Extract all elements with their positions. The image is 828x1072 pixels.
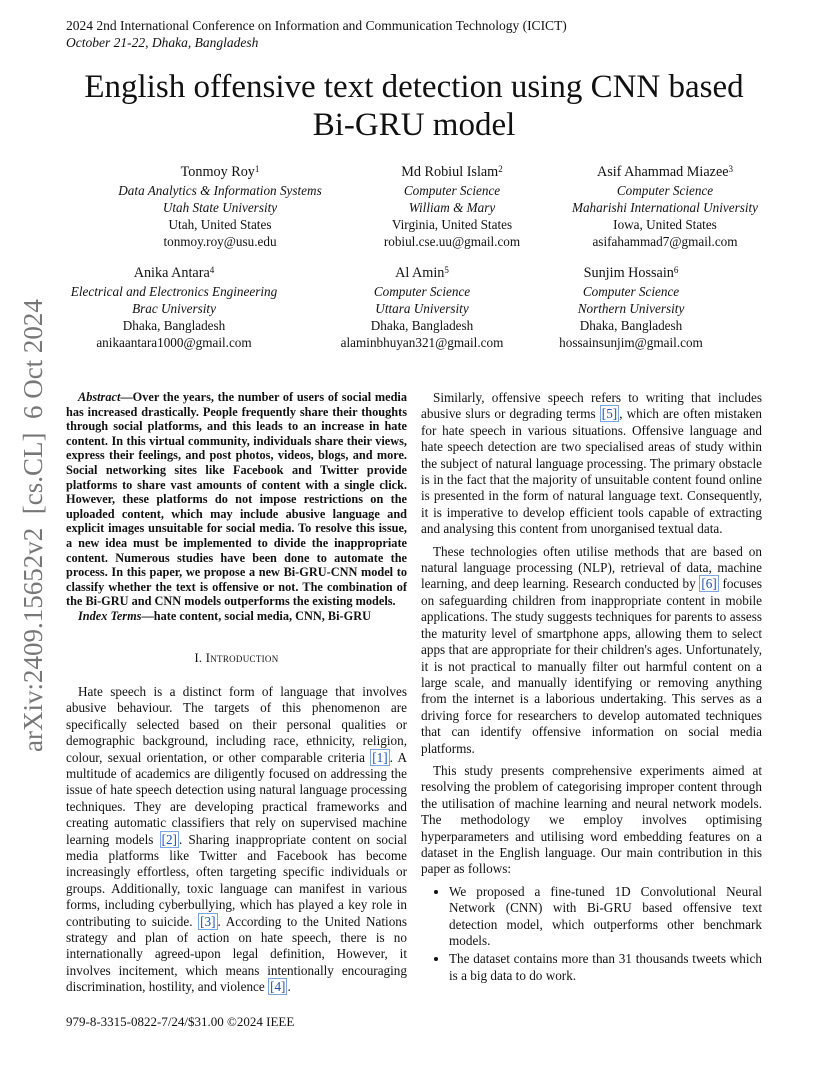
author-university: Northern University bbox=[577, 301, 685, 316]
body-paragraph: This study presents comprehensive experiments aimed at resolving the problem of categorising improper content through the utilisation of machine learning and neural network models. The methodology we employ involves optimising hyperparameters and utilising word embedding features on a dataset in the English language. Our main contribution in this paper as follows: bbox=[421, 762, 762, 877]
citation-link[interactable]: [3] bbox=[200, 913, 216, 929]
author-name: Asif Ahammad Miazee$^3$ bbox=[596, 164, 734, 180]
arxiv-sidebar bbox=[0, 0, 60, 1072]
author-block bbox=[100, 164, 340, 250]
author-university: Maharishi International University bbox=[571, 200, 759, 215]
abstract bbox=[66, 390, 407, 609]
author-block bbox=[332, 164, 572, 250]
copyright-footer: 979-8-3315-0822-7/24/$31.00 ©2024 IEEE bbox=[66, 1014, 295, 1029]
author-location: Utah, United States bbox=[168, 217, 272, 232]
author-name: Sunjim Hossain$^6$ bbox=[583, 265, 679, 281]
author-block bbox=[545, 164, 785, 250]
citation-link[interactable]: [2] bbox=[161, 831, 177, 847]
conference-name: 2024 2nd International Conference on Information and Communication Technology (ICICT) bbox=[66, 18, 567, 33]
left-column bbox=[66, 390, 407, 1002]
body-paragraph: These technologies often utilise methods that are based on natural language processing (NLP), retrieval of data, machine learning, and deep learning. Research conducted by [6] focuses on safeguarding children from inappropriate content in mobile applications. The study suggests techniques for parents to assess the maturity level of smartphone apps, allowing them to select apps that are appropriate for their children's ages. Unfortunately, it is not practical to manually filter out harmful content on a large scale, and manually identifying or removing anything from the internet is a laborious undertaking. This serves as a driving force for researchers to develop automated techniques that can identify offensive information on social media platforms. bbox=[421, 543, 762, 756]
author-name: Anika Antara$^4$ bbox=[133, 265, 215, 281]
author-location: Virginia, United States bbox=[391, 217, 513, 232]
author-email: alaminbhuyan321@gmail.com bbox=[340, 335, 504, 350]
author-location: Dhaka, Bangladesh bbox=[579, 318, 683, 333]
citation-link[interactable]: [5] bbox=[601, 406, 618, 422]
list-item: • The dataset contains more than 31 thousands tweets which is a big data to do work. bbox=[449, 951, 762, 984]
author-email: robiul.cse.uu@gmail.com bbox=[383, 234, 521, 249]
citation-link[interactable]: [6] bbox=[701, 576, 717, 592]
list-item: • We proposed a fine-tuned 1D Convolutional Neural Network (CNN) with Bi-GRU based offensive text detection model, which outperforms other benchmark models. bbox=[449, 884, 762, 950]
author-email: hossainsunjim@gmail.com bbox=[559, 335, 703, 350]
intro-paragraph: Hate speech is a distinct form of language that involves abusive behaviour. The targets of this phenomenon are specifically selected based on their personal qualities or demographic background, including race, ethnicity, religion, colour, sexual orientation, or other comparable criteria [1] . A multitude of academics are diligently focused on addressing the issue of hate speech detection using natural language processing techniques. They are developing practical frameworks and creating automatic classifiers that rely on supervised machine learning models [2] . Sharing inappropriate content on social media platforms like Twitter and Facebook has become increasingly effortless, often targeting specific individuals or groups. Additionally, toxic language can manifest in various forms, including cyberbullying, which has played a key role in contributing to suicide. [3] . According to the United Nations strategy and plan of action on hate speech, there is no internationally agreed-upon legal definition, However, it involves incitement, which means intentionally encouraging discrimination, hostility, and violence [4] . bbox=[66, 683, 408, 995]
index-terms bbox=[66, 609, 407, 624]
author-name: Al Amin$^5$ bbox=[395, 265, 449, 281]
conference-date: October 21-22, Dhaka, Bangladesh bbox=[66, 35, 259, 50]
author-university: William & Mary bbox=[408, 200, 496, 215]
author-name: Md Robiul Islam$^2$ bbox=[401, 164, 503, 180]
author-block bbox=[511, 265, 751, 351]
author-block bbox=[302, 265, 542, 351]
conference-header bbox=[66, 17, 567, 51]
abstract-text: —Over the years, the number of users of social media has increased drastically. People frequently share their thoughts through social platforms, and this leads to an increase in hate content. In this virtual community, individuals share their views, express their feelings, and post photos, videos, blogs, and more. Social networking sites like Facebook and Twitter provide platforms to share vast amounts of content with a single click. However, these platforms do not impose restrictions on the uploaded content, which may include abusive language and explicit images unsuitable for social media. To resolve this issue, a new idea must be implemented to divide the inappropriate content. Numerous studies have been done to automate the process. In this paper, we propose a new Bi-GRU-CNN model to classify whether the text is offensive or not. The combination of the Bi-GRU and CNN models outperforms the existing models. bbox=[66, 390, 407, 609]
author-dept: Data Analytics & Information Systems bbox=[118, 183, 322, 198]
author-university: Brac University bbox=[132, 301, 216, 316]
abstract-label: Abstract bbox=[78, 390, 121, 404]
index-terms-label: Index Terms bbox=[78, 608, 142, 623]
author-block bbox=[54, 265, 294, 351]
author-dept: Computer Science bbox=[582, 284, 680, 299]
author-university: Utah State University bbox=[162, 200, 278, 215]
author-name: Tonmoy Roy$^1$ bbox=[180, 164, 260, 180]
author-email: anikaantara1000@gmail.com bbox=[96, 335, 252, 350]
author-location: Dhaka, Bangladesh bbox=[122, 318, 226, 333]
arxiv-id: arXiv:2409.15652v2 [cs.CL] 6 Oct 2024 bbox=[18, 299, 48, 752]
index-terms-text: —hate content, social media, CNN, Bi-GRU bbox=[141, 608, 371, 623]
author-email: asifahammad7@gmail.com bbox=[592, 234, 738, 249]
author-location: Dhaka, Bangladesh bbox=[370, 318, 474, 333]
citation-link[interactable]: [1] bbox=[372, 749, 388, 765]
author-dept: Computer Science bbox=[403, 183, 501, 198]
paper-title: English offensive text detection using CNN based Bi-GRU model bbox=[84, 69, 744, 143]
author-dept: Electrical and Electronics Engineering bbox=[70, 284, 278, 299]
author-dept: Computer Science bbox=[373, 284, 471, 299]
author-university: Uttara University bbox=[375, 301, 469, 316]
citation-link[interactable]: [4] bbox=[270, 979, 286, 995]
author-email: tonmoy.roy@usu.edu bbox=[163, 234, 277, 249]
author-dept: Computer Science bbox=[616, 183, 714, 198]
section-heading: I. Introduction bbox=[194, 650, 279, 665]
right-column bbox=[421, 390, 762, 986]
arxiv-stamp bbox=[0, 0, 60, 1072]
contribution-list bbox=[421, 884, 762, 984]
author-location: Iowa, United States bbox=[613, 217, 717, 232]
body-paragraph: Similarly, offensive speech refers to writing that includes abusive slurs or degrading terms [5] , which are often mistaken for hate speech in various situations. Offensive language and hate speech detection are two specialised areas of study within the subject of natural language processing. The primary obstacle is in the fact that the majority of unsuitable content found online is presented in the form of natural language text. Consequently, it is imperative to develop efficient tools capable of extracting and analysing this content from unorganised textual data. bbox=[421, 390, 762, 537]
